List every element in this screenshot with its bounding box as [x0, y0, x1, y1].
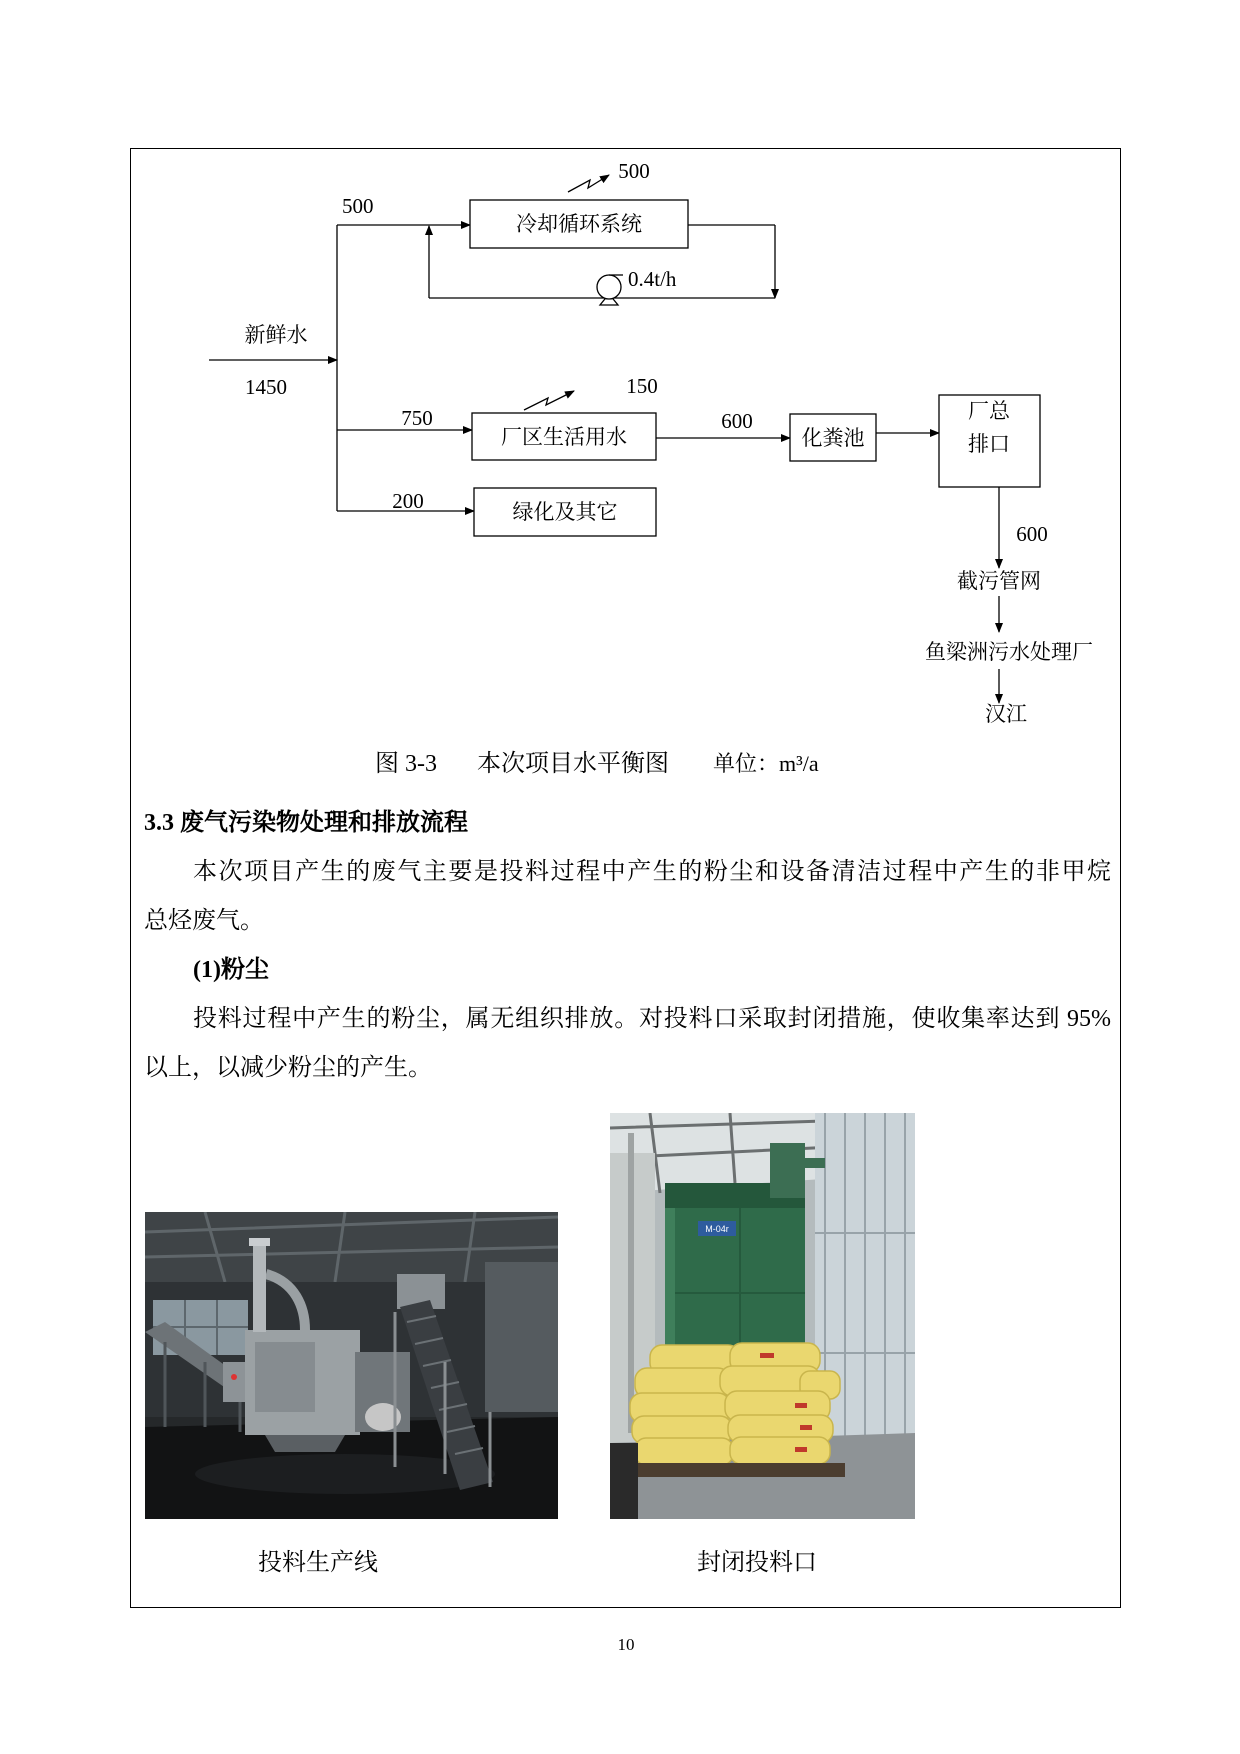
cooling-loss-amount: 500	[618, 159, 650, 183]
dust-paragraph-line: 以上，以减少粉尘的产生。	[144, 1055, 432, 1081]
domestic-water-label: 厂区生活用水	[501, 425, 627, 449]
dust-subheading: (1)粉尘	[193, 957, 269, 983]
recirculation-rate: 0.4t/h	[628, 267, 677, 291]
river-label: 汉江	[985, 702, 1027, 726]
section-3-3	[144, 799, 1111, 1093]
intro-paragraph-line: 总烃废气。	[144, 908, 264, 934]
figure-number: 图 3-3	[375, 751, 437, 777]
cooling-system-label: 冷却循环系统	[516, 212, 642, 236]
wwtp-label: 鱼梁洲污水处理厂	[925, 640, 1093, 664]
to-greening-amount: 200	[392, 489, 424, 513]
figure-unit: 单位：m³/a	[713, 751, 819, 776]
to-septic-amount: 600	[721, 409, 753, 433]
to-domestic-amount: 750	[401, 406, 433, 430]
photo-caption-feeding-line: 投料生产线	[258, 1550, 378, 1576]
page-number: 10	[617, 1635, 635, 1654]
greening-branch	[337, 488, 656, 536]
discharge-chain	[925, 487, 1093, 726]
domestic-loss-amount: 150	[626, 374, 658, 398]
fresh-water-amount: 1450	[245, 375, 287, 399]
figure-caption	[375, 749, 819, 779]
to-cooling-amount: 500	[342, 194, 374, 218]
water-balance-diagram	[0, 0, 1240, 760]
domestic-loss-arrow	[524, 391, 574, 410]
domestic-branch	[337, 374, 1040, 487]
pump-icon	[597, 275, 623, 305]
photo-feeding-production-line	[145, 1212, 558, 1519]
cooling-branch	[337, 159, 775, 305]
outlet-discharge-amount: 600	[1016, 522, 1048, 546]
photo-caption-feeding-port: 封闭投料口	[697, 1550, 817, 1576]
sewer-network-label: 截污管网	[957, 569, 1041, 593]
fresh-water-input	[209, 323, 337, 399]
greening-label: 绿化及其它	[512, 500, 618, 524]
section-heading: 3.3 废气污染物处理和排放流程	[144, 810, 468, 836]
septic-tank-label: 化粪池	[801, 426, 865, 450]
cooling-evaporation-arrow	[568, 175, 609, 192]
intro-paragraph-line: 本次项目产生的废气主要是投料过程中产生的粉尘和设备清洁过程中产生的非甲烷	[193, 859, 1111, 885]
figure-title: 本次项目水平衡图	[477, 751, 669, 777]
outlet-label-line2: 排口	[968, 432, 1010, 456]
fresh-water-label: 新鲜水	[244, 323, 308, 347]
photo-enclosed-feeding-port	[610, 1113, 915, 1519]
dust-paragraph-line: 投料过程中产生的粉尘，属无组织排放。对投料口采取封闭措施，使收集率达到 95%	[193, 1006, 1111, 1032]
outlet-label-line1: 厂总	[968, 399, 1010, 423]
equipment-label: M-04r	[705, 1224, 729, 1234]
